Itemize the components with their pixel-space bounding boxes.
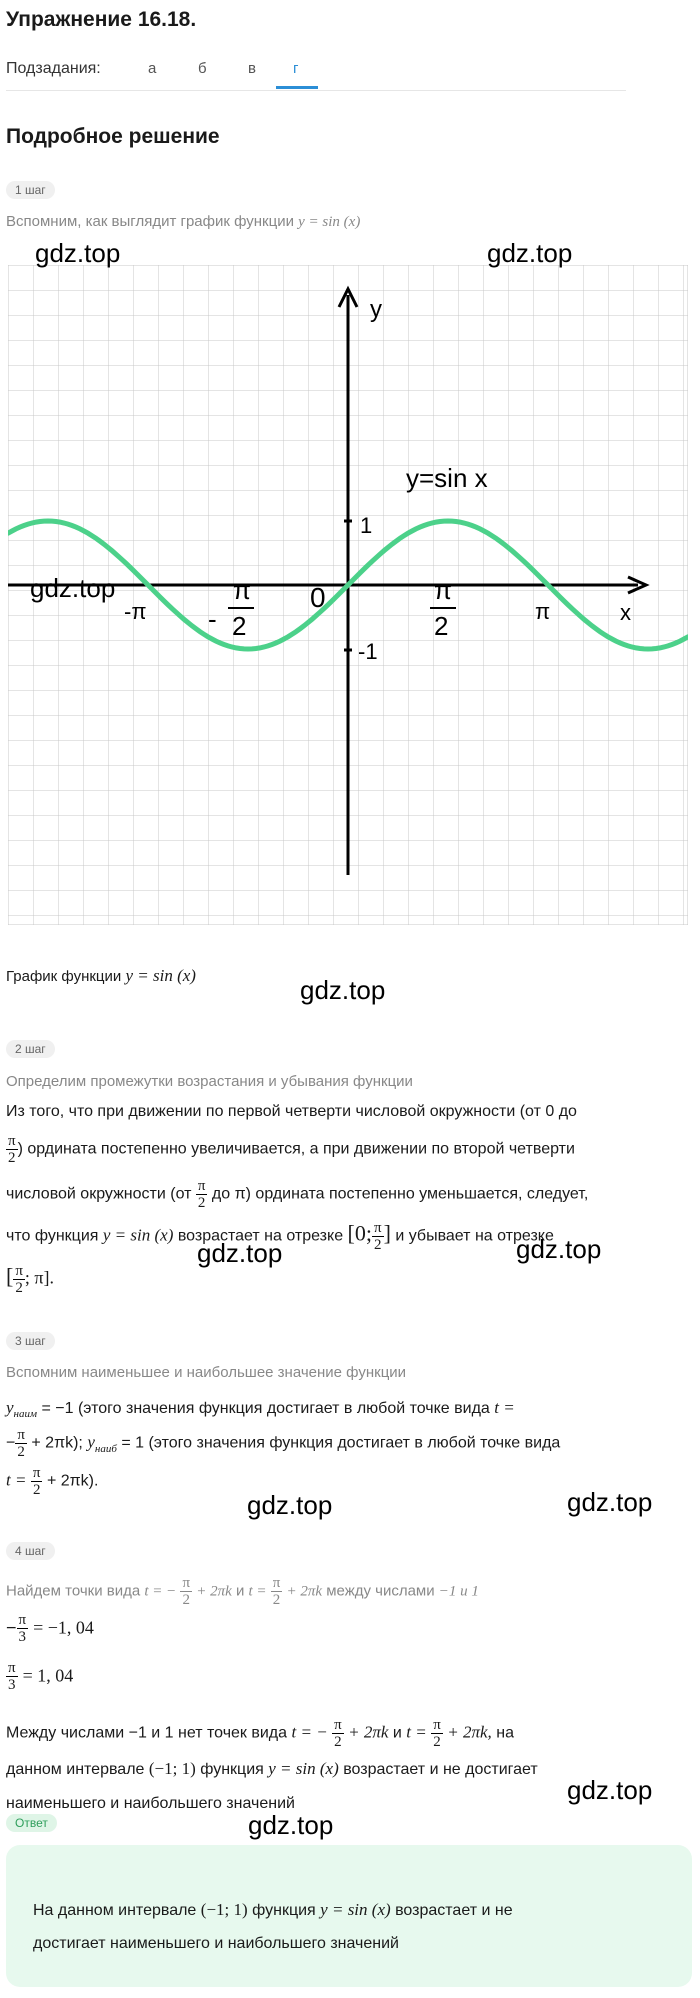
step4-heading-m1: t = −	[144, 1583, 177, 1600]
frac-num: π	[32, 1465, 41, 1481]
step4-para-line1	[6, 1717, 514, 1750]
x-label-half-pi-numerator: π	[434, 575, 452, 605]
frac-num: π	[8, 1133, 16, 1149]
eq2-value: = 1, 04	[22, 1665, 74, 1686]
step4-para-m1b: + 2πk	[348, 1722, 389, 1742]
frac-den: 2	[197, 1195, 206, 1211]
interval-close: ]	[383, 1220, 391, 1246]
step-heading-math: y = sin (x)	[298, 214, 361, 230]
frac-num: π	[197, 1178, 206, 1194]
y-sub-max: наиб	[94, 1442, 117, 1455]
watermark: gdz.top	[487, 238, 573, 268]
frac-den: 2	[374, 1237, 382, 1253]
y-symbol: y	[87, 1432, 95, 1452]
fraction-pi-over-2	[13, 1263, 25, 1296]
answer-line1-y: y = sin (x)	[320, 1900, 391, 1919]
step-badge: 3 шаг	[6, 1332, 55, 1350]
y-symbol: y	[6, 1398, 14, 1417]
minus-sign: −	[6, 1434, 16, 1452]
curve-label: y=sin x	[406, 463, 488, 493]
x-label-neg-half-pi-denominator: 2	[232, 611, 247, 641]
step3-line1	[6, 1398, 515, 1420]
frac-num: π	[334, 1717, 342, 1733]
step2-line3	[6, 1178, 588, 1211]
step4-para-a: Между числами −1 и 1 нет точек вида	[6, 1724, 288, 1742]
tab-a[interactable]: а	[148, 60, 157, 77]
step4-heading-and: и	[235, 1582, 245, 1600]
fraction-pi-over-2	[372, 1220, 384, 1253]
step-heading	[6, 213, 360, 231]
step2-line4-a: что функция	[6, 1227, 99, 1245]
step-heading: Определим промежутки возрастания и убывания функции	[6, 1073, 413, 1090]
step4-heading-a: Найдем точки вида	[6, 1582, 141, 1600]
step3-line2	[6, 1427, 560, 1460]
step3-line1-b: = −1 (этого значения функция достигает в любой точке вида	[41, 1400, 490, 1417]
watermark: gdz.top	[516, 1234, 602, 1264]
y-sub-min: наим	[13, 1408, 38, 1421]
equation-pi-over-3	[6, 1660, 73, 1693]
frac-den: 2	[182, 1592, 191, 1608]
step2-line3-b: до π) ордината постепенно уменьшается, следует,	[211, 1185, 589, 1203]
step4-heading-nums: −1 и 1	[438, 1583, 479, 1600]
step4-para-m2b: + 2πk,	[447, 1722, 492, 1742]
watermark: gdz.top	[35, 238, 121, 268]
watermark: gdz.top	[567, 1487, 653, 1517]
fraction-pi-over-3	[6, 1660, 18, 1693]
fraction-pi-over-2	[271, 1575, 283, 1608]
answer-line1-m: (−1; 1)	[200, 1900, 248, 1919]
x-label-half-pi-denominator: 2	[434, 611, 449, 641]
watermark: gdz.top	[197, 1238, 283, 1268]
step4-para-m1: t = −	[291, 1722, 328, 1742]
step4-para-m2: t =	[406, 1722, 427, 1742]
frac-den: 2	[334, 1734, 342, 1750]
step4-heading-b: между числами	[326, 1582, 435, 1600]
step4-para-line2	[6, 1759, 538, 1779]
step4-heading-m2b: + 2πk	[286, 1583, 323, 1600]
frac-den: 3	[18, 1629, 27, 1645]
fraction-pi-over-2	[31, 1465, 43, 1498]
step3-line3	[6, 1465, 98, 1498]
step4-heading-m2: t =	[248, 1583, 267, 1600]
answer-line2: достигает наименьшего и наибольшего значений	[33, 1935, 399, 1952]
step-heading: Вспомним наименьшее и наибольшее значение функции	[6, 1364, 407, 1381]
step2-line5	[6, 1263, 54, 1296]
x-label-neg-half-pi-sign: -	[208, 604, 217, 634]
frac-den: 2	[17, 1444, 25, 1460]
watermark: gdz.top	[30, 573, 116, 603]
step4-para-line3: наименьшего и наибольшего значений	[6, 1795, 295, 1812]
frac-num: π	[374, 1220, 382, 1236]
frac-den: 2	[15, 1280, 23, 1296]
origin-zero: 0	[310, 582, 326, 613]
tab-b[interactable]: б	[198, 60, 207, 77]
step-badge: 4 шаг	[6, 1542, 55, 1560]
subtasks-label: Подзадания:	[6, 60, 101, 77]
step2-line4-b: возрастает на отрезке	[177, 1227, 344, 1245]
watermark: gdz.top	[247, 1490, 333, 1520]
x-label-pi: π	[535, 599, 551, 624]
frac-den: 2	[433, 1734, 441, 1750]
step-badge: 1 шаг	[6, 181, 55, 199]
eq1-value: = −1, 04	[33, 1617, 94, 1638]
active-tab-indicator	[276, 86, 318, 89]
graph-caption-text: График функции	[6, 968, 122, 985]
step4-para-l2b: функция	[200, 1761, 264, 1778]
frac-num: π	[272, 1575, 281, 1591]
graph-caption	[6, 966, 196, 987]
equation-neg-pi-over-3	[6, 1612, 94, 1645]
step2-line2	[6, 1133, 575, 1166]
step3-line1-c: t =	[494, 1398, 515, 1417]
fraction-pi-over-2	[6, 1133, 18, 1166]
step4-heading-m1b: + 2πk	[196, 1583, 232, 1600]
y-axis-label: y	[370, 296, 382, 323]
watermark: gdz.top	[567, 1775, 653, 1805]
fraction-pi-over-3	[17, 1612, 29, 1645]
y-value-one: 1	[360, 513, 373, 538]
x-axis-label: x	[620, 600, 631, 625]
frac-den: 3	[8, 1677, 16, 1693]
step-heading-text: Вспомним, как выглядит график функции	[6, 213, 294, 230]
frac-den: 2	[8, 1150, 16, 1166]
frac-num: π	[182, 1575, 191, 1591]
frac-num: π	[8, 1660, 16, 1676]
tab-v[interactable]: в	[248, 60, 256, 77]
tab-g[interactable]: г	[293, 60, 299, 77]
answer-line1-c: возрастает и не	[395, 1902, 513, 1919]
fraction-pi-over-2	[180, 1575, 192, 1608]
solution-heading: Подробное решение	[6, 125, 220, 148]
fraction-pi-over-2	[196, 1178, 208, 1211]
answer-line1	[33, 1900, 513, 1920]
t-equals: t =	[6, 1470, 27, 1490]
fraction-pi-over-2	[431, 1717, 443, 1750]
step4-para-l2y: y = sin (x)	[268, 1759, 339, 1778]
step2-line1: Из того, что при движении по первой четверти числовой окружности (от 0 до	[6, 1103, 577, 1120]
interval2-close: ; π].	[24, 1267, 54, 1288]
step4-para-l2m: (−1; 1)	[148, 1759, 196, 1778]
frac-num: π	[17, 1427, 25, 1443]
graph-caption-math: y = sin (x)	[125, 966, 196, 985]
step-heading	[6, 1575, 479, 1608]
subtask-tabs	[6, 58, 626, 91]
interval-open: [0;	[347, 1220, 372, 1246]
fraction-pi-over-2	[332, 1717, 344, 1750]
step4-para-l2a: данном интервале	[6, 1761, 145, 1778]
frac-num: π	[15, 1263, 23, 1279]
interval2-open: [	[6, 1263, 14, 1289]
x-label-neg-pi: -π	[124, 599, 147, 624]
step4-para-l2c: возрастает и не достигает	[343, 1761, 538, 1778]
step4-para-and: и	[392, 1724, 402, 1742]
step2-line2-text: ) ордината постепенно увеличивается, а при движении по второй четверти	[17, 1140, 575, 1158]
step2-line4-c: и убывает на отрезке	[395, 1227, 554, 1245]
step3-line2-a: + 2πk);	[31, 1434, 83, 1452]
step3-line2-b: = 1 (этого значения функция достигает в любой точке вида	[121, 1434, 561, 1452]
answer-line1-a: На данном интервале	[33, 1902, 197, 1919]
frac-num: π	[18, 1612, 27, 1628]
y-value-minus-one: -1	[358, 639, 378, 664]
watermark: gdz.top	[248, 1810, 334, 1840]
answer-line1-b: функция	[252, 1902, 316, 1919]
fraction-pi-over-2	[15, 1427, 27, 1460]
frac-num: π	[433, 1717, 441, 1733]
step2-line3-a: числовой окружности (от	[6, 1185, 192, 1203]
x-label-neg-half-pi-numerator: π	[233, 575, 251, 605]
step-badge: 2 шаг	[6, 1040, 55, 1058]
answer-badge: Ответ	[6, 1814, 57, 1832]
frac-den: 2	[272, 1592, 281, 1608]
step4-para-na: на	[496, 1724, 514, 1742]
watermark: gdz.top	[300, 975, 386, 1005]
step3-line3-b: + 2πk).	[46, 1472, 99, 1490]
frac-den: 2	[32, 1482, 41, 1498]
minus-sign: −	[6, 1617, 17, 1638]
page-title: Упражнение 16.18.	[6, 8, 197, 31]
step2-line4-math: y = sin (x)	[102, 1225, 174, 1245]
